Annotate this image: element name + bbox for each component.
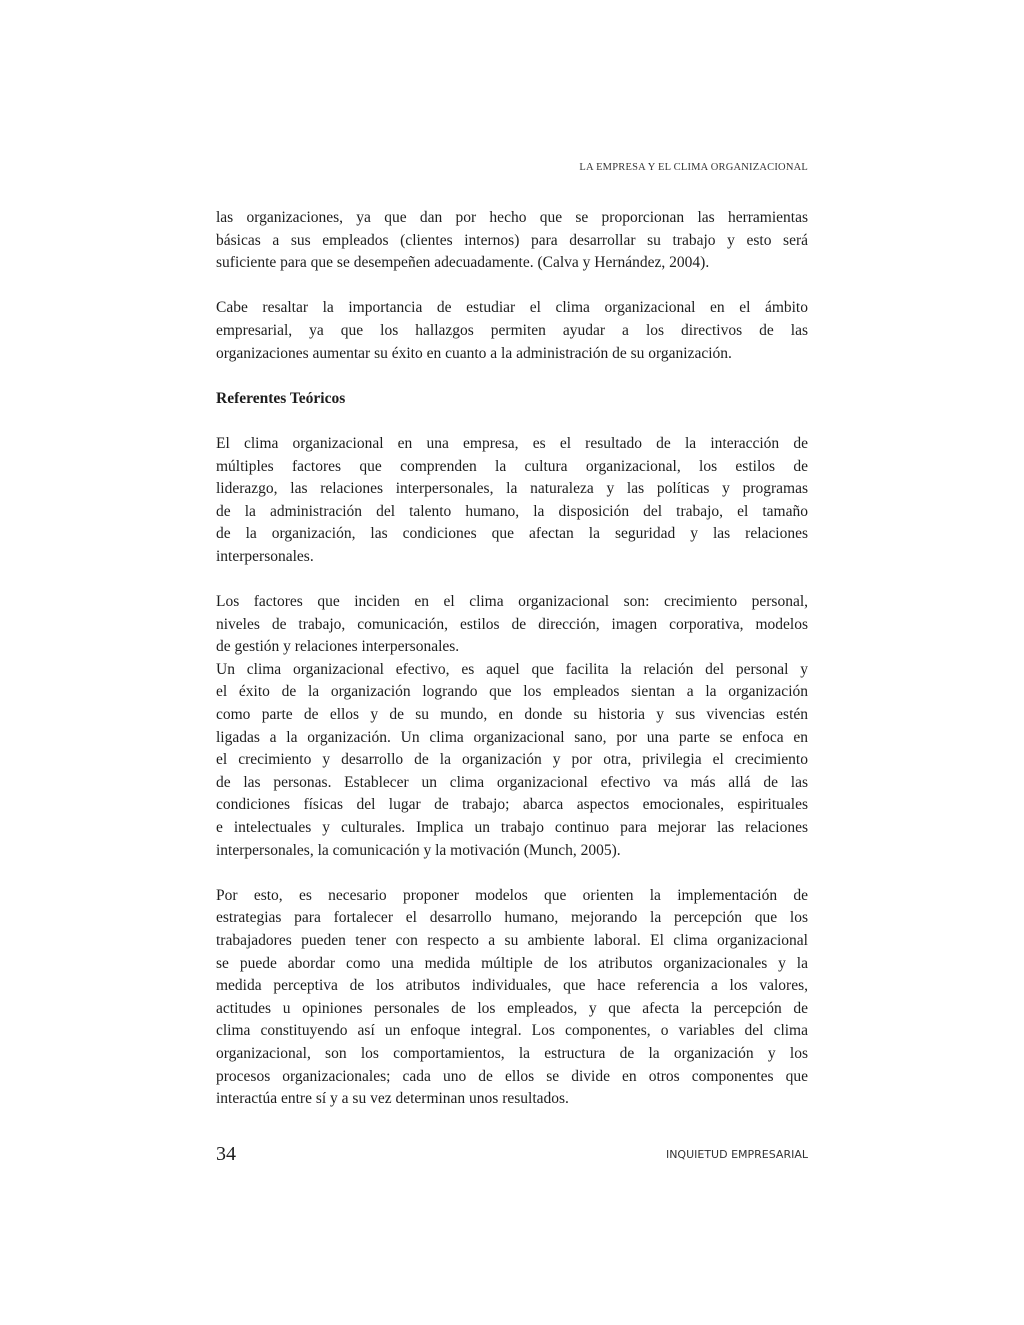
text-line: trabajadores pueden tener con respecto a su ambiente laboral. El clima organizacional [216, 932, 808, 949]
text-line: actitudes u opiniones personales de los empleados, y que afecta la percepción de [216, 999, 808, 1017]
text-line: organizaciones aumentar su éxito en cuanto a la administración de su organización. [216, 344, 732, 362]
text-line: suficiente para que se desempeñen adecuadamente. (Calva y Hernández, 2004). [216, 254, 710, 272]
running-header: LA EMPRESA Y EL CLIMA ORGANIZACIONAL [579, 162, 808, 173]
text-line: medida perceptiva de los atributos individuales, que hace referencia a los valores, [216, 977, 808, 995]
text-line: Un clima organizacional efectivo, es aquel que facilita la relación del personal y [216, 660, 808, 678]
text-line: Cabe resaltar la importancia de estudiar el clima organizacional en el ámbito [216, 299, 808, 317]
section-heading: Referentes Teóricos [216, 389, 346, 407]
text-line: de la administración del talento humano, la disposición del trabajo, el tamaño [216, 502, 808, 520]
paragraph [216, 297, 808, 365]
text-line: de gestión y relaciones interpersonales. [216, 638, 460, 656]
text-line: básicas a sus empleados (clientes internos) para desarrollar su trabajo y esto será [216, 231, 808, 249]
paragraph [216, 207, 808, 275]
text-line: El clima organizacional en una empresa, es el resultado de la interacción de [216, 434, 808, 452]
text-line: el éxito de la organización logrando que los empleados sientan a la organización [216, 683, 808, 701]
paragraph [216, 591, 808, 659]
text-line: interactúa entre sí y a su vez determinan unos resultados. [216, 1090, 569, 1108]
intro-paragraphs [216, 207, 808, 365]
footer-publication: INQUIETUD EMPRESARIAL [665, 1148, 808, 1161]
text-line: niveles de trabajo, comunicación, estilos de dirección, imagen corporativa, modelos [216, 615, 808, 633]
text-line: múltiples factores que comprenden la cultura organizacional, los estilos de [216, 457, 808, 475]
text-line: Los factores que inciden en el clima organizacional son: crecimiento personal, [216, 593, 808, 611]
text-line: el crecimiento y desarrollo de la organización y por otra, privilegia el crecimiento [216, 751, 808, 769]
text-line: organizacional, son los comportamientos, la estructura de la organización y los [216, 1044, 808, 1062]
text-line: estrategias para fortalecer el desarrollo humano, mejorando la percepción que los [216, 909, 808, 927]
text-line: las organizaciones, ya que dan por hecho que se proporcionan las herramientas [216, 209, 808, 226]
paragraph [216, 433, 808, 569]
text-line: interpersonales, la comunicación y la motivación (Munch, 2005). [216, 841, 621, 859]
text-line: como parte de ellos y de su mundo, en donde su historia y sus vivencias estén [216, 706, 808, 724]
text-line: empresarial, ya que los hallazgos permiten ayudar a los directivos de las [216, 321, 808, 339]
text-line: de las personas. Establecer un clima organizacional efectivo va más allá de las [216, 773, 808, 791]
text-line: procesos organizacionales; cada uno de ellos se divide en otros componentes que [216, 1067, 808, 1085]
text-line: ligadas a la organización. Un clima organizacional sano, por una parte se enfoca en [216, 728, 808, 746]
text-line: condiciones físicas del lugar de trabajo; abarca aspectos emocionales, espirituales [216, 796, 808, 814]
text-line: clima constituyendo así un enfoque integral. Los componentes, o variables del clima [216, 1022, 808, 1040]
text-line: interpersonales. [216, 547, 314, 565]
text-line: se puede abordar como una medida múltiple de los atributos organizacionales y la [216, 954, 808, 972]
paragraph [216, 885, 808, 1111]
text-line: liderazgo, las relaciones interpersonales, la naturaleza y las políticas y programas [216, 480, 808, 498]
text-line: Por esto, es necesario proponer modelos que orienten la implementación de [216, 886, 808, 904]
text-line: e intelectuales y culturales. Implica un trabajo continuo para mejorar las relaciones [216, 819, 808, 837]
body-text [216, 207, 808, 1133]
section-paragraphs [216, 433, 808, 1111]
page-number: 34 [216, 1143, 236, 1165]
text-line: de la organización, las condiciones que afectan la seguridad y las relaciones [216, 525, 808, 543]
paragraph [216, 659, 808, 862]
